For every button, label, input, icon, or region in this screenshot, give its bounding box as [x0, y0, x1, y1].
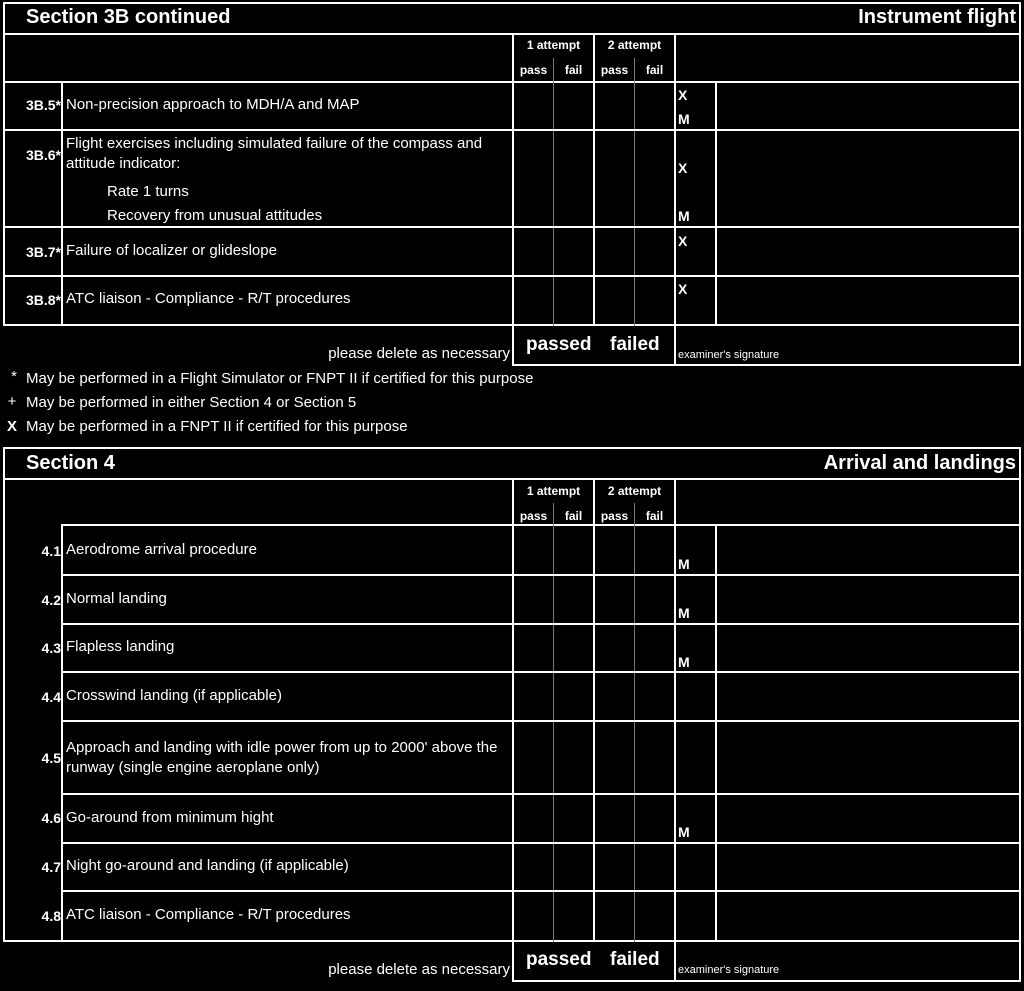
mark-m: M	[678, 824, 690, 840]
note-text: May be performed in a Flight Simulator or FNPT II if certified for this purpose	[26, 370, 534, 387]
section-4-title: Section 4	[26, 452, 115, 474]
item-text: ATC liaison - Compliance - R/T procedures	[66, 906, 351, 923]
item-text: Flapless landing	[66, 638, 175, 655]
signature-field[interactable]: examiner's signature	[678, 349, 780, 361]
pass-header: pass	[600, 63, 629, 77]
mark-m: M	[678, 605, 690, 621]
section-3b-subtitle: Instrument flight	[858, 6, 1016, 28]
attempt-2-header: 2 attempt	[607, 484, 662, 498]
item-subtext: Recovery from unusual attitudes	[107, 207, 323, 224]
mark-m: M	[678, 111, 690, 127]
mark-m: M	[678, 208, 690, 224]
fail-header: fail	[645, 63, 664, 77]
mark-x: X	[678, 87, 688, 103]
mark-x: X	[678, 233, 688, 249]
section-4-subtitle: Arrival and landings	[823, 452, 1016, 474]
signature-field[interactable]: examiner's signature	[678, 964, 780, 976]
item-text: ATC liaison - Compliance - R/T procedures	[66, 290, 351, 307]
note-symbol: *	[11, 368, 17, 385]
item-text: Approach and landing with idle power from up to 2000' above the runway (single engine aeroplane only)	[66, 739, 498, 776]
item-text: Aerodrome arrival procedure	[66, 541, 257, 558]
mark-x: X	[678, 160, 688, 176]
fail-header: fail	[645, 509, 664, 523]
mark-m: M	[678, 556, 690, 572]
item-code: 4.2	[41, 592, 61, 608]
section-3b-title: Section 3B continued	[26, 6, 231, 28]
fail-header: fail	[564, 63, 583, 77]
delete-instruction: please delete as necessary	[328, 345, 510, 362]
mark-x: X	[678, 281, 688, 297]
attempt-1-header: 1 attempt	[526, 484, 581, 498]
item-code: 3B.5*	[25, 97, 61, 113]
note-text: May be performed in a FNPT II if certified for this purpose	[26, 418, 408, 435]
pass-header: pass	[519, 509, 548, 523]
mark-m: M	[678, 654, 690, 670]
passed-option[interactable]: passed	[526, 949, 592, 970]
item-text: Crosswind landing (if applicable)	[66, 687, 282, 704]
note-symbol: X	[6, 418, 17, 435]
item-text: Non-precision approach to MDH/A and MAP	[66, 96, 360, 113]
fail-header: fail	[564, 509, 583, 523]
item-code: 3B.8*	[25, 292, 61, 308]
item-text: Failure of localizer or glideslope	[66, 242, 277, 259]
item-code: 4.8	[41, 908, 61, 924]
item-code: 4.6	[41, 810, 61, 826]
failed-option[interactable]: failed	[610, 949, 660, 970]
pass-header: pass	[519, 63, 548, 77]
item-code: 4.7	[41, 859, 61, 875]
delete-instruction: please delete as necessary	[328, 961, 510, 978]
item-code: 3B.7*	[25, 244, 61, 260]
attempt-2-header: 2 attempt	[607, 38, 662, 52]
passed-option[interactable]: passed	[526, 334, 592, 355]
note-text: May be performed in either Section 4 or Section 5	[26, 394, 357, 411]
attempt-1-header: 1 attempt	[526, 38, 581, 52]
item-text: Night go-around and landing (if applicable)	[66, 857, 349, 874]
pass-header: pass	[600, 509, 629, 523]
item-code: 4.5	[41, 750, 61, 766]
failed-option[interactable]: failed	[610, 334, 660, 355]
item-code: 4.1	[41, 543, 61, 559]
item-subtext: Rate 1 turns	[107, 183, 189, 200]
item-code: 4.4	[41, 689, 61, 705]
item-text: Go-around from minimum hight	[66, 809, 274, 826]
item-text: Flight exercises including simulated failure of the compass and attitude indicator:	[66, 135, 483, 172]
note-symbol: +	[7, 393, 17, 410]
item-code: 3B.6*	[25, 147, 61, 163]
item-code: 4.3	[41, 640, 61, 656]
item-text: Normal landing	[66, 590, 167, 607]
